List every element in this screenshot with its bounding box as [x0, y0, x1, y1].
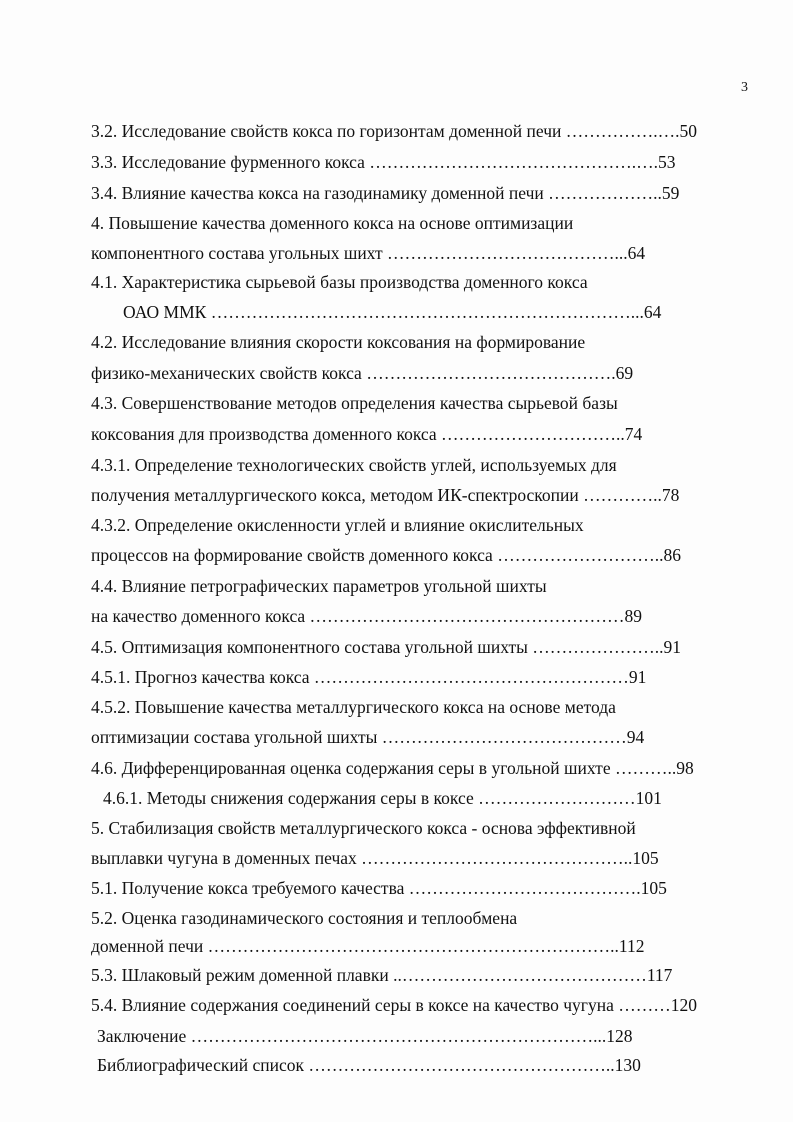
toc-line: получения металлургического кокса, методом ИК-спектроскопии …………..78	[91, 485, 680, 505]
toc-line: 4.1. Характеристика сырьевой базы производства доменного кокса	[91, 272, 588, 292]
toc-line: на качество доменного кокса ………………………………………………89	[91, 606, 643, 626]
toc-line: 5. Стабилизация свойств металлургического кокса - основа эффективной	[91, 818, 636, 838]
toc-line: 5.4. Влияние содержания соединений серы в коксе на качество чугуна ………120	[91, 995, 697, 1015]
toc-line: 5.2. Оценка газодинамического состояния и теплообмена	[91, 908, 518, 928]
toc-line: компонентного состава угольных шихт …………………………………...64	[91, 243, 646, 263]
toc-line: Заключение ……………………………………………………………...128	[97, 1026, 633, 1046]
toc-line: 4.5.2. Повышение качества металлургического кокса на основе метода	[91, 697, 616, 717]
toc-line: 4.3.2. Определение окисленности углей и влияние окислительных	[91, 515, 584, 535]
toc-line: 4.5. Оптимизация компонентного состава угольной шихты …………………..91	[91, 637, 682, 657]
page-number: 3	[741, 80, 748, 95]
toc-line: 4.6.1. Методы снижения содержания серы в коксе ………………………101	[103, 788, 662, 808]
toc-line: 4.3. Совершенствование методов определения качества сырьевой базы	[91, 393, 618, 413]
toc-line: выплавки чугуна в доменных печах ………………………………………..105	[91, 848, 659, 868]
toc-line: коксования для производства доменного кокса …………………………..74	[91, 424, 643, 444]
toc-line: Библиографический список ……………………………………………..130	[97, 1055, 641, 1075]
toc-line: процессов на формирование свойств доменного кокса ………………………..86	[91, 545, 681, 565]
toc-line: физико-механических свойств кокса …………………………………….69	[91, 363, 634, 383]
toc-line: ОАО ММК ………………………………………………………………...64	[123, 302, 662, 322]
toc-line: 5.1. Получение кокса требуемого качества ………………………………….105	[91, 878, 667, 898]
toc-line: 4.5.1. Прогноз качества кокса ………………………………………………91	[91, 667, 647, 687]
toc-line: 4. Повышение качества доменного кокса на основе оптимизации	[91, 213, 574, 233]
toc-line: 4.3.1. Определение технологических свойств углей, используемых для	[91, 455, 617, 475]
toc-line: 3.4. Влияние качества кокса на газодинамику доменной печи ………………..59	[91, 183, 680, 203]
toc-line: 5.3. Шлаковый режим доменной плавки ..……………………………………117	[91, 965, 673, 985]
toc-line: 4.6. Дифференцированная оценка содержания серы в угольной шихте ………..98	[91, 758, 694, 778]
toc-line: доменной печи ……………………………………………………………..112	[91, 936, 645, 956]
toc-line: 3.3. Исследование фурменного кокса ……………………………………….….53	[91, 152, 676, 172]
toc-line: 4.2. Исследование влияния скорости коксования на формирование	[91, 332, 586, 352]
toc-line: 4.4. Влияние петрографических параметров угольной шихты	[91, 576, 547, 596]
toc-line: оптимизации состава угольной шихты ……………………………………94	[91, 727, 645, 747]
toc-line: 3.2. Исследование свойств кокса по горизонтам доменной печи …………….….50	[91, 121, 697, 141]
